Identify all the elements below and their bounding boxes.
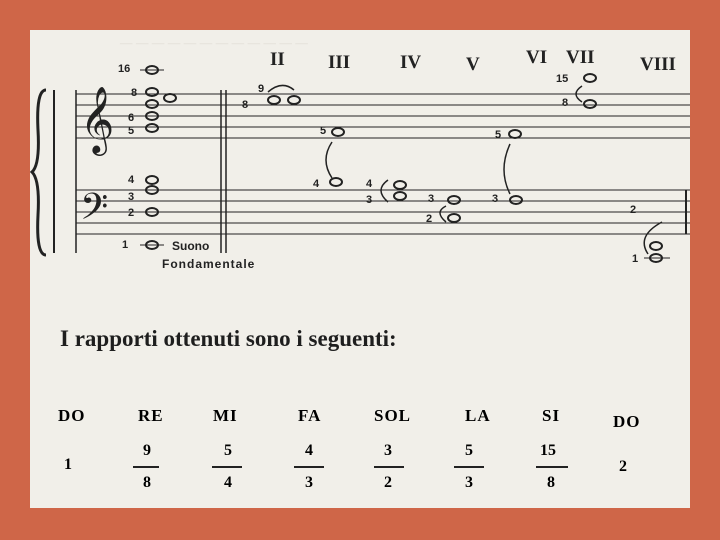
note-name: RE <box>138 406 164 425</box>
ratio-numerator: 1 <box>64 456 72 473</box>
note-name: SI <box>542 406 561 425</box>
ratio-denominator: 3 <box>465 474 473 491</box>
book-page <box>30 30 690 508</box>
tie-arc <box>381 180 388 202</box>
ratio-denominator: 8 <box>547 474 555 491</box>
harmonic-number: 3 <box>366 194 373 206</box>
treble-staff <box>76 94 690 138</box>
note-name: DO <box>58 406 86 425</box>
harmonic-number: 5 <box>320 125 327 137</box>
ratio-numerator: 5 <box>224 442 232 459</box>
note-head <box>650 242 662 250</box>
harmonic-number: 5 <box>128 125 135 137</box>
fundamental-label: Suono <box>172 239 210 253</box>
ratio-denominator: 4 <box>224 474 232 491</box>
show-through-text: — — — — — — — — — — — — <box>120 36 308 51</box>
note-head <box>448 196 460 204</box>
ratio-numerator: 3 <box>384 442 392 459</box>
degree-label: III <box>328 52 351 73</box>
note-name: LA <box>465 406 491 425</box>
harmonic-number: 3 <box>428 193 435 205</box>
degree-label: VII <box>566 47 595 68</box>
fraction-bar <box>133 466 159 468</box>
ratio-numerator: 9 <box>143 442 151 459</box>
harmonic-number: 8 <box>131 87 138 99</box>
harmonic-number: 8 <box>242 99 249 111</box>
tie-arc <box>504 144 510 194</box>
harmonic-number: 3 <box>128 191 135 203</box>
fraction-bar <box>374 466 404 468</box>
note-name: SOL <box>374 406 412 425</box>
chord-harmonics <box>146 66 176 249</box>
note-head <box>584 100 596 108</box>
harmonic-number: 9 <box>258 83 265 95</box>
ratio-numerator: 4 <box>305 442 313 459</box>
ratio-denominator: 2 <box>384 474 392 491</box>
ratio-denominator: 8 <box>143 474 151 491</box>
note-head <box>330 178 342 186</box>
ratio-numerator: 2 <box>619 458 627 475</box>
ratio-numerator: 5 <box>465 442 473 459</box>
music-score <box>30 30 690 320</box>
ratio-denominator: 3 <box>305 474 313 491</box>
harmonic-number: 2 <box>426 213 433 225</box>
degree-label: IV <box>400 52 422 73</box>
degree-label: V <box>466 54 480 75</box>
degree-label: VI <box>526 47 548 68</box>
harmonic-number: 16 <box>118 63 131 75</box>
note-head <box>332 128 344 136</box>
harmonic-number: 4 <box>313 178 320 190</box>
fraction-bar <box>454 466 484 468</box>
fraction-bar <box>212 466 242 468</box>
tie-arc <box>268 85 294 92</box>
harmonic-number: 2 <box>630 204 637 216</box>
grand-staff-brace <box>32 90 46 255</box>
harmonic-number: 1 <box>632 253 639 265</box>
note-name: MI <box>213 406 238 425</box>
note-head <box>394 192 406 200</box>
note-head <box>510 196 522 204</box>
note-head <box>268 96 280 104</box>
harmonic-number: 8 <box>562 97 569 109</box>
ratios-caption: I rapporti ottenuti sono i seguenti: <box>60 326 397 351</box>
treble-clef-icon: 𝄞 <box>80 85 115 153</box>
tie-arc <box>440 206 446 222</box>
degree-label: II <box>270 49 285 70</box>
harmonic-number: 1 <box>122 239 129 251</box>
note-head <box>288 96 300 104</box>
harmonic-number: 15 <box>556 73 569 85</box>
note-name: DO <box>613 412 641 431</box>
tie-arc <box>326 142 332 178</box>
harmonic-number: 5 <box>495 129 502 141</box>
harmonic-number: 2 <box>128 207 135 219</box>
fundamental-label: Fondamentale <box>162 257 256 271</box>
note-name: FA <box>298 406 322 425</box>
bass-clef-icon: 𝄢 <box>80 186 109 237</box>
harmonic-number: 4 <box>366 178 373 190</box>
degree-label: VIII <box>640 54 676 75</box>
note-head <box>394 181 406 189</box>
harmonic-number: 3 <box>492 193 499 205</box>
note-head <box>448 214 460 222</box>
fraction-bar <box>536 466 568 468</box>
note-head <box>509 130 521 138</box>
fraction-bar <box>294 466 324 468</box>
harmonic-number: 4 <box>128 174 135 186</box>
ratio-numerator: 15 <box>540 442 556 459</box>
harmonic-number: 6 <box>128 112 135 124</box>
note-head <box>584 74 596 82</box>
